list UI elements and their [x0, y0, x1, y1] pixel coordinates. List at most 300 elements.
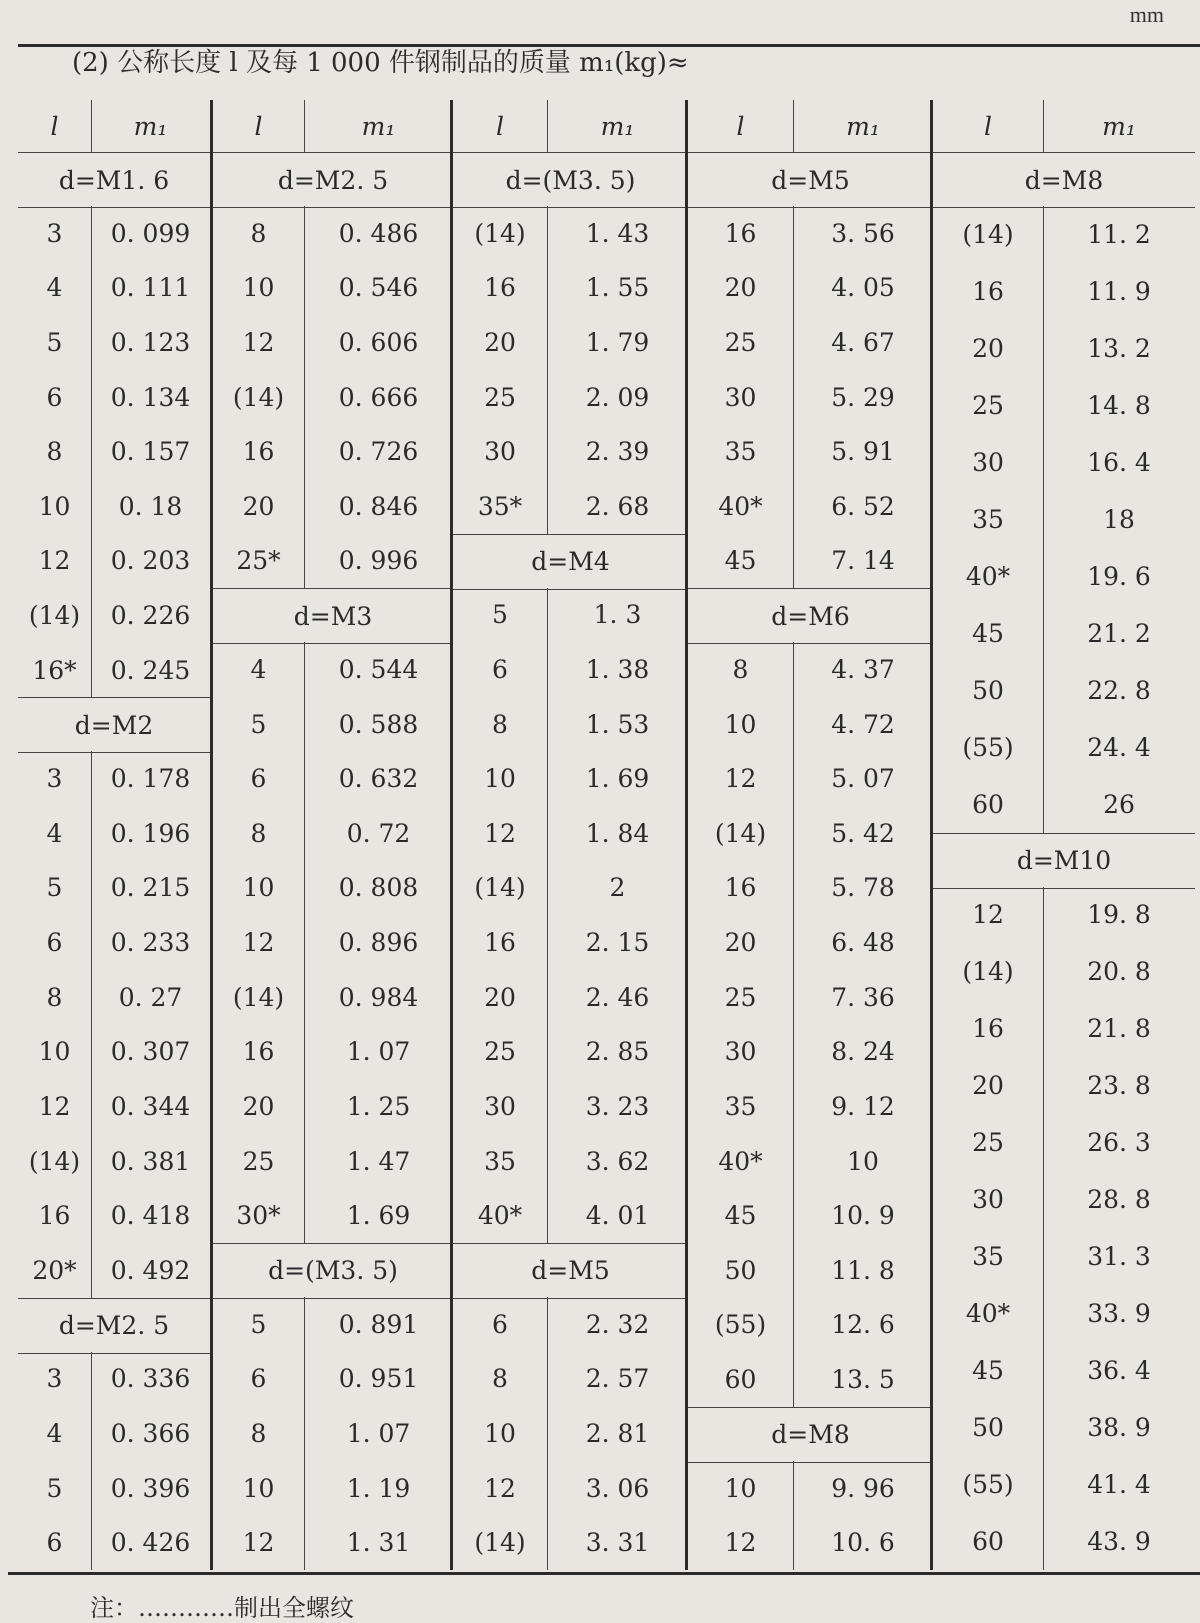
table-row — [688, 1515, 933, 1570]
mass-cell: 4. 72 — [831, 709, 895, 739]
mass-cell: 0. 426 — [110, 1528, 191, 1558]
table-row — [18, 479, 210, 534]
table-row — [933, 434, 1195, 491]
length-cell: 50 — [724, 1255, 757, 1285]
length-cell: 8 — [250, 1418, 267, 1448]
mass-cell: 4. 05 — [831, 273, 895, 303]
column-divider — [793, 642, 794, 1407]
table-row — [688, 1298, 933, 1353]
header-l: l — [984, 111, 992, 141]
mass-cell: 1. 43 — [585, 218, 650, 248]
mass-cell: 2. 57 — [585, 1364, 650, 1394]
table-row — [213, 1134, 453, 1189]
length-cell: 3 — [46, 764, 63, 794]
length-cell: 10 — [484, 1418, 516, 1448]
length-cell: 20 — [242, 491, 275, 521]
mass-cell: 2. 46 — [585, 982, 650, 1012]
table-row — [453, 1134, 688, 1189]
length-cell: 45 — [724, 546, 757, 576]
header-row — [213, 100, 453, 153]
length-cell: 3 — [46, 1364, 63, 1394]
length-cell: 5 — [250, 709, 267, 739]
length-cell: 20 — [972, 1071, 1004, 1101]
mass-cell: 5. 91 — [831, 437, 895, 467]
mass-cell: 1. 31 — [346, 1528, 411, 1558]
table-column-group — [210, 100, 453, 1570]
length-cell: 60 — [972, 789, 1004, 819]
header-divider — [1043, 100, 1044, 152]
mass-cell: 0. 178 — [110, 764, 191, 794]
table-row — [688, 206, 933, 261]
table-row — [18, 1352, 210, 1407]
length-cell: 6 — [250, 1364, 267, 1394]
table-row — [18, 261, 210, 316]
mass-cell: 19. 8 — [1087, 900, 1151, 930]
table-row — [18, 643, 210, 698]
table-row — [18, 1134, 210, 1189]
header-divider — [793, 100, 794, 152]
table-row — [688, 915, 933, 970]
table-row — [18, 534, 210, 589]
table-row — [18, 915, 210, 970]
mass-cell: 1. 19 — [346, 1473, 411, 1503]
mass-cell: 9. 96 — [831, 1473, 895, 1503]
table-row — [453, 261, 688, 316]
length-cell: 10 — [724, 1473, 757, 1503]
table-row — [933, 491, 1195, 548]
mass-cell: 31. 3 — [1087, 1242, 1151, 1272]
mass-cell: 3. 56 — [831, 218, 895, 248]
table-row — [688, 861, 933, 916]
table-row — [933, 662, 1195, 719]
header-m1: m₁ — [1102, 111, 1136, 141]
length-cell: 35 — [972, 504, 1004, 534]
length-cell: 8 — [492, 709, 508, 739]
length-cell: 12 — [724, 1528, 757, 1558]
mass-cell: 0. 27 — [118, 982, 183, 1012]
length-cell: 4 — [46, 1418, 63, 1448]
length-cell: 30* — [236, 1201, 281, 1231]
length-cell: 30 — [484, 437, 516, 467]
mass-cell: 36. 4 — [1087, 1356, 1151, 1386]
table-row — [453, 588, 688, 643]
mass-cell: 4. 01 — [585, 1201, 650, 1231]
table-row — [688, 642, 933, 697]
table-row — [18, 861, 210, 916]
mass-cell: 0. 336 — [110, 1364, 191, 1394]
mass-cell: 1. 3 — [593, 600, 642, 630]
header-l: l — [496, 111, 504, 141]
length-cell: 25 — [242, 1146, 275, 1176]
table-row — [453, 751, 688, 806]
length-cell: 50 — [972, 1413, 1004, 1443]
mass-cell: 0. 808 — [338, 873, 419, 903]
bottom-rule — [8, 1572, 1200, 1575]
mass-cell: 0. 123 — [110, 328, 191, 357]
length-cell: 20 — [484, 328, 516, 357]
column-divider — [547, 588, 548, 1243]
mass-cell: 0. 896 — [338, 928, 419, 958]
mass-cell: 1. 38 — [585, 655, 650, 685]
length-cell: (55) — [962, 732, 1014, 762]
length-cell: 30 — [724, 1037, 757, 1067]
mass-cell: 2. 68 — [585, 491, 650, 521]
length-cell: 45 — [724, 1201, 757, 1231]
mass-cell: 13. 2 — [1087, 333, 1151, 363]
length-cell: 6 — [46, 382, 63, 412]
column-divider — [547, 1297, 548, 1570]
table-row — [933, 1456, 1195, 1513]
length-cell: 16 — [724, 873, 757, 903]
length-cell: 12 — [724, 764, 757, 794]
mass-cell: 0. 418 — [110, 1201, 191, 1231]
mass-cell: 21. 8 — [1087, 1014, 1151, 1044]
mass-cell: 26. 3 — [1087, 1128, 1151, 1158]
mass-cell: 9. 12 — [831, 1091, 895, 1121]
mass-cell: 28. 8 — [1087, 1185, 1151, 1215]
mass-cell: 20. 8 — [1087, 957, 1151, 987]
table-row — [453, 915, 688, 970]
length-cell: 45 — [972, 618, 1004, 648]
table-row — [453, 806, 688, 861]
length-cell: 40* — [965, 561, 1011, 591]
length-cell: 6 — [492, 655, 508, 685]
unit-label: mm — [1129, 2, 1164, 27]
mass-cell: 7. 14 — [831, 546, 895, 576]
length-cell: 10 — [242, 273, 275, 303]
column-divider — [304, 642, 305, 1243]
mass-cell: 1. 07 — [346, 1037, 411, 1067]
mass-cell: 13. 5 — [831, 1364, 895, 1394]
mass-cell: 0. 157 — [110, 437, 191, 467]
mass-cell: 1. 07 — [346, 1418, 411, 1448]
length-cell: 16 — [972, 1014, 1004, 1044]
table-row — [688, 1025, 933, 1080]
table-row — [453, 861, 688, 916]
mass-cell: 10. 6 — [831, 1528, 895, 1558]
mass-cell: 3. 23 — [585, 1091, 650, 1121]
column-divider — [793, 1461, 794, 1570]
mass-cell: 1. 69 — [585, 764, 650, 794]
mass-cell: 0. 366 — [110, 1418, 191, 1448]
length-cell: 6 — [46, 928, 63, 958]
header-row — [453, 100, 688, 153]
mass-cell: 0. 492 — [110, 1255, 191, 1285]
mass-cell: 2 — [609, 873, 626, 903]
header-m1: m₁ — [846, 111, 880, 141]
table-row — [688, 697, 933, 752]
table-row — [453, 1079, 688, 1134]
table-row — [453, 479, 688, 534]
table-column-group — [450, 100, 688, 1570]
header-l: l — [254, 111, 263, 141]
length-cell: (55) — [962, 1470, 1014, 1500]
length-cell: 30 — [724, 382, 757, 412]
mass-cell: 2. 32 — [585, 1309, 650, 1339]
column-divider — [1043, 887, 1044, 1570]
mass-cell: 3. 62 — [585, 1146, 650, 1176]
mass-cell: 0. 134 — [110, 382, 191, 412]
length-cell: 5 — [46, 873, 63, 903]
mass-cell: 0. 215 — [110, 873, 191, 903]
table-row — [18, 751, 210, 806]
mass-cell: 0. 846 — [338, 491, 419, 521]
length-cell: 5 — [46, 328, 63, 357]
table-row — [453, 970, 688, 1025]
mass-cell: 10. 9 — [831, 1201, 895, 1231]
column-divider — [91, 206, 92, 697]
length-cell: 30 — [484, 1091, 516, 1121]
table-row — [213, 751, 453, 806]
table-row — [688, 970, 933, 1025]
table-row — [213, 915, 453, 970]
table-column-group — [685, 100, 933, 1570]
diameter-heading: d=M5 — [688, 152, 933, 208]
header-l: l — [736, 111, 745, 141]
length-cell: 30 — [972, 1185, 1004, 1215]
length-cell: 6 — [492, 1309, 508, 1339]
length-cell: 5 — [46, 1473, 63, 1503]
table-row — [18, 806, 210, 861]
table-row — [688, 1134, 933, 1189]
diameter-heading: d=M4 — [453, 534, 688, 590]
mass-cell: 6. 52 — [831, 491, 895, 521]
table-row — [933, 943, 1195, 1000]
mass-cell: 0. 726 — [338, 437, 419, 467]
table-row — [688, 534, 933, 589]
length-cell: 35 — [484, 1146, 516, 1176]
table-row — [453, 424, 688, 479]
mass-cell: 0. 396 — [110, 1473, 191, 1503]
table-row — [688, 751, 933, 806]
table-row — [933, 377, 1195, 434]
table-row — [453, 642, 688, 697]
table-row — [18, 1243, 210, 1298]
table-row — [18, 970, 210, 1025]
length-cell: 4 — [46, 273, 63, 303]
length-cell: 4 — [250, 655, 267, 685]
mass-cell: 0. 588 — [338, 709, 419, 739]
length-cell: 10 — [242, 873, 275, 903]
diameter-heading: d=M8 — [933, 152, 1195, 208]
diameter-heading: d=M6 — [688, 588, 933, 644]
table-row — [453, 315, 688, 370]
length-cell: 60 — [724, 1364, 757, 1394]
mass-cell: 0. 307 — [110, 1037, 191, 1067]
mass-cell: 0. 099 — [110, 218, 191, 248]
length-cell: 12 — [38, 546, 71, 576]
table-row — [688, 370, 933, 425]
table-row — [213, 642, 453, 697]
length-cell: 12 — [242, 328, 275, 357]
table-row — [688, 1352, 933, 1407]
length-cell: 25 — [724, 982, 757, 1012]
table-row — [688, 479, 933, 534]
table-row — [213, 1515, 453, 1570]
table-row — [213, 315, 453, 370]
table-row — [453, 1025, 688, 1080]
header-m1: m₁ — [361, 111, 396, 141]
length-cell: 10 — [38, 1037, 71, 1067]
mass-cell: 3. 06 — [585, 1473, 650, 1503]
table-row — [18, 588, 210, 643]
diameter-heading: d=M5 — [453, 1243, 688, 1299]
mass-cell: 0. 544 — [338, 655, 419, 685]
header-divider — [91, 100, 92, 152]
mass-cell: 8. 24 — [831, 1037, 895, 1067]
diameter-heading: d=M8 — [688, 1407, 933, 1463]
mass-cell: 43. 9 — [1087, 1527, 1151, 1556]
table-row — [18, 315, 210, 370]
mass-cell: 0. 196 — [110, 818, 191, 848]
table-row — [213, 1079, 453, 1134]
table-column-group — [930, 100, 1195, 1570]
mass-cell: 0. 486 — [338, 218, 419, 248]
mass-cell: 1. 25 — [346, 1091, 411, 1121]
length-cell: 12 — [38, 1091, 71, 1121]
table-row — [688, 315, 933, 370]
length-cell: 20 — [972, 333, 1004, 363]
mass-cell: 19. 6 — [1087, 561, 1151, 591]
table-row — [213, 206, 453, 261]
table-row — [688, 1188, 933, 1243]
table-row — [933, 776, 1195, 833]
column-divider — [91, 751, 92, 1297]
mass-cell: 3. 31 — [585, 1528, 650, 1558]
length-cell: 30 — [972, 447, 1004, 477]
table-row — [213, 479, 453, 534]
mass-cell: 1. 55 — [585, 273, 650, 303]
table-row — [213, 970, 453, 1025]
mass-cell: 18 — [1103, 504, 1135, 534]
length-cell: 40* — [965, 1299, 1011, 1329]
mass-cell: 2. 09 — [585, 382, 650, 412]
table-row — [18, 1025, 210, 1080]
mass-cell: 0. 984 — [338, 982, 419, 1012]
column-divider — [1043, 206, 1044, 833]
mass-cell: 4. 37 — [831, 655, 895, 685]
mass-cell: 0. 344 — [110, 1091, 191, 1121]
table-row — [213, 424, 453, 479]
length-cell: 20 — [484, 982, 516, 1012]
table-row — [18, 206, 210, 261]
table-row — [213, 1461, 453, 1516]
length-cell: 60 — [972, 1527, 1004, 1556]
header-divider — [547, 100, 548, 152]
mass-cell: 14. 8 — [1087, 390, 1151, 420]
mass-cell: 22. 8 — [1087, 675, 1151, 705]
mass-cell: 2. 81 — [585, 1418, 650, 1448]
mass-cell: 1. 84 — [585, 818, 650, 848]
mass-cell: 0. 111 — [110, 273, 191, 303]
length-cell: 16 — [972, 276, 1004, 306]
length-cell: 16 — [484, 273, 516, 303]
length-cell: (14) — [962, 957, 1014, 987]
mass-cell: 0. 666 — [338, 382, 419, 412]
length-cell: 25 — [484, 382, 516, 412]
mass-cell: 2. 39 — [585, 437, 650, 467]
table-row — [933, 605, 1195, 662]
length-cell: 16 — [242, 1037, 275, 1067]
table-row — [213, 1406, 453, 1461]
mass-cell: 0. 891 — [338, 1309, 419, 1339]
table-row — [933, 1228, 1195, 1285]
header-row — [933, 100, 1195, 153]
length-cell: 8 — [492, 1364, 508, 1394]
length-cell: 35* — [477, 491, 523, 521]
column-divider — [793, 206, 794, 588]
table-row — [18, 1515, 210, 1570]
table-row — [933, 548, 1195, 605]
length-cell: 8 — [46, 437, 63, 467]
mass-cell: 2. 85 — [585, 1037, 650, 1067]
table-caption: (2) 公称长度 l 及每 1 000 件钢制品的质量 m₁(kg)≈ — [72, 48, 689, 78]
length-cell: 40* — [718, 491, 763, 521]
table-row — [688, 806, 933, 861]
diameter-heading: d=M2. 5 — [18, 1298, 210, 1354]
length-cell: (14) — [28, 1146, 81, 1176]
length-cell: 16 — [242, 437, 275, 467]
table-row — [18, 1406, 210, 1461]
mass-cell: 5. 78 — [831, 873, 895, 903]
length-cell: 5 — [250, 1309, 267, 1339]
mass-cell: 0. 951 — [338, 1364, 419, 1394]
table-row — [18, 370, 210, 425]
length-cell: 8 — [250, 218, 267, 248]
mass-cell: 0. 245 — [110, 655, 191, 685]
table-row — [453, 697, 688, 752]
table-row — [688, 1079, 933, 1134]
mass-cell: 5. 07 — [831, 764, 895, 794]
mass-cell: 0. 546 — [338, 273, 419, 303]
table-row — [213, 1188, 453, 1243]
column-divider — [304, 1297, 305, 1570]
length-cell: 16 — [724, 218, 757, 248]
mass-cell: 0. 72 — [346, 818, 411, 848]
table-row — [933, 1171, 1195, 1228]
table-row — [933, 887, 1195, 944]
mass-cell: 26 — [1103, 789, 1135, 819]
table-column-group — [18, 100, 210, 1570]
length-cell: 10 — [724, 709, 757, 739]
diameter-heading: d=M1. 6 — [18, 152, 210, 208]
table-row — [933, 1285, 1195, 1342]
length-cell: 16 — [38, 1201, 71, 1231]
column-divider — [547, 206, 548, 534]
mass-cell: 0. 996 — [338, 546, 419, 576]
mass-cell: 4. 67 — [831, 328, 895, 357]
length-cell: 12 — [242, 928, 275, 958]
length-cell: 25 — [972, 1128, 1004, 1158]
mass-cell: 1. 79 — [585, 328, 650, 357]
mass-cell: 41. 4 — [1087, 1470, 1151, 1500]
table-row — [688, 424, 933, 479]
table-row — [933, 263, 1195, 320]
length-cell: 16* — [32, 655, 77, 685]
length-cell: 8 — [46, 982, 63, 1012]
length-cell: 45 — [972, 1356, 1004, 1386]
header-m1: m₁ — [600, 111, 635, 141]
length-cell: 4 — [46, 818, 63, 848]
mass-cell: 2. 15 — [585, 928, 650, 958]
length-cell: 12 — [484, 1473, 516, 1503]
length-cell: 25* — [236, 546, 281, 576]
length-cell: 3 — [46, 218, 63, 248]
table-row — [213, 861, 453, 916]
length-cell: 25 — [972, 390, 1004, 420]
mass-cell: 23. 8 — [1087, 1071, 1151, 1101]
length-cell: 50 — [972, 675, 1004, 705]
